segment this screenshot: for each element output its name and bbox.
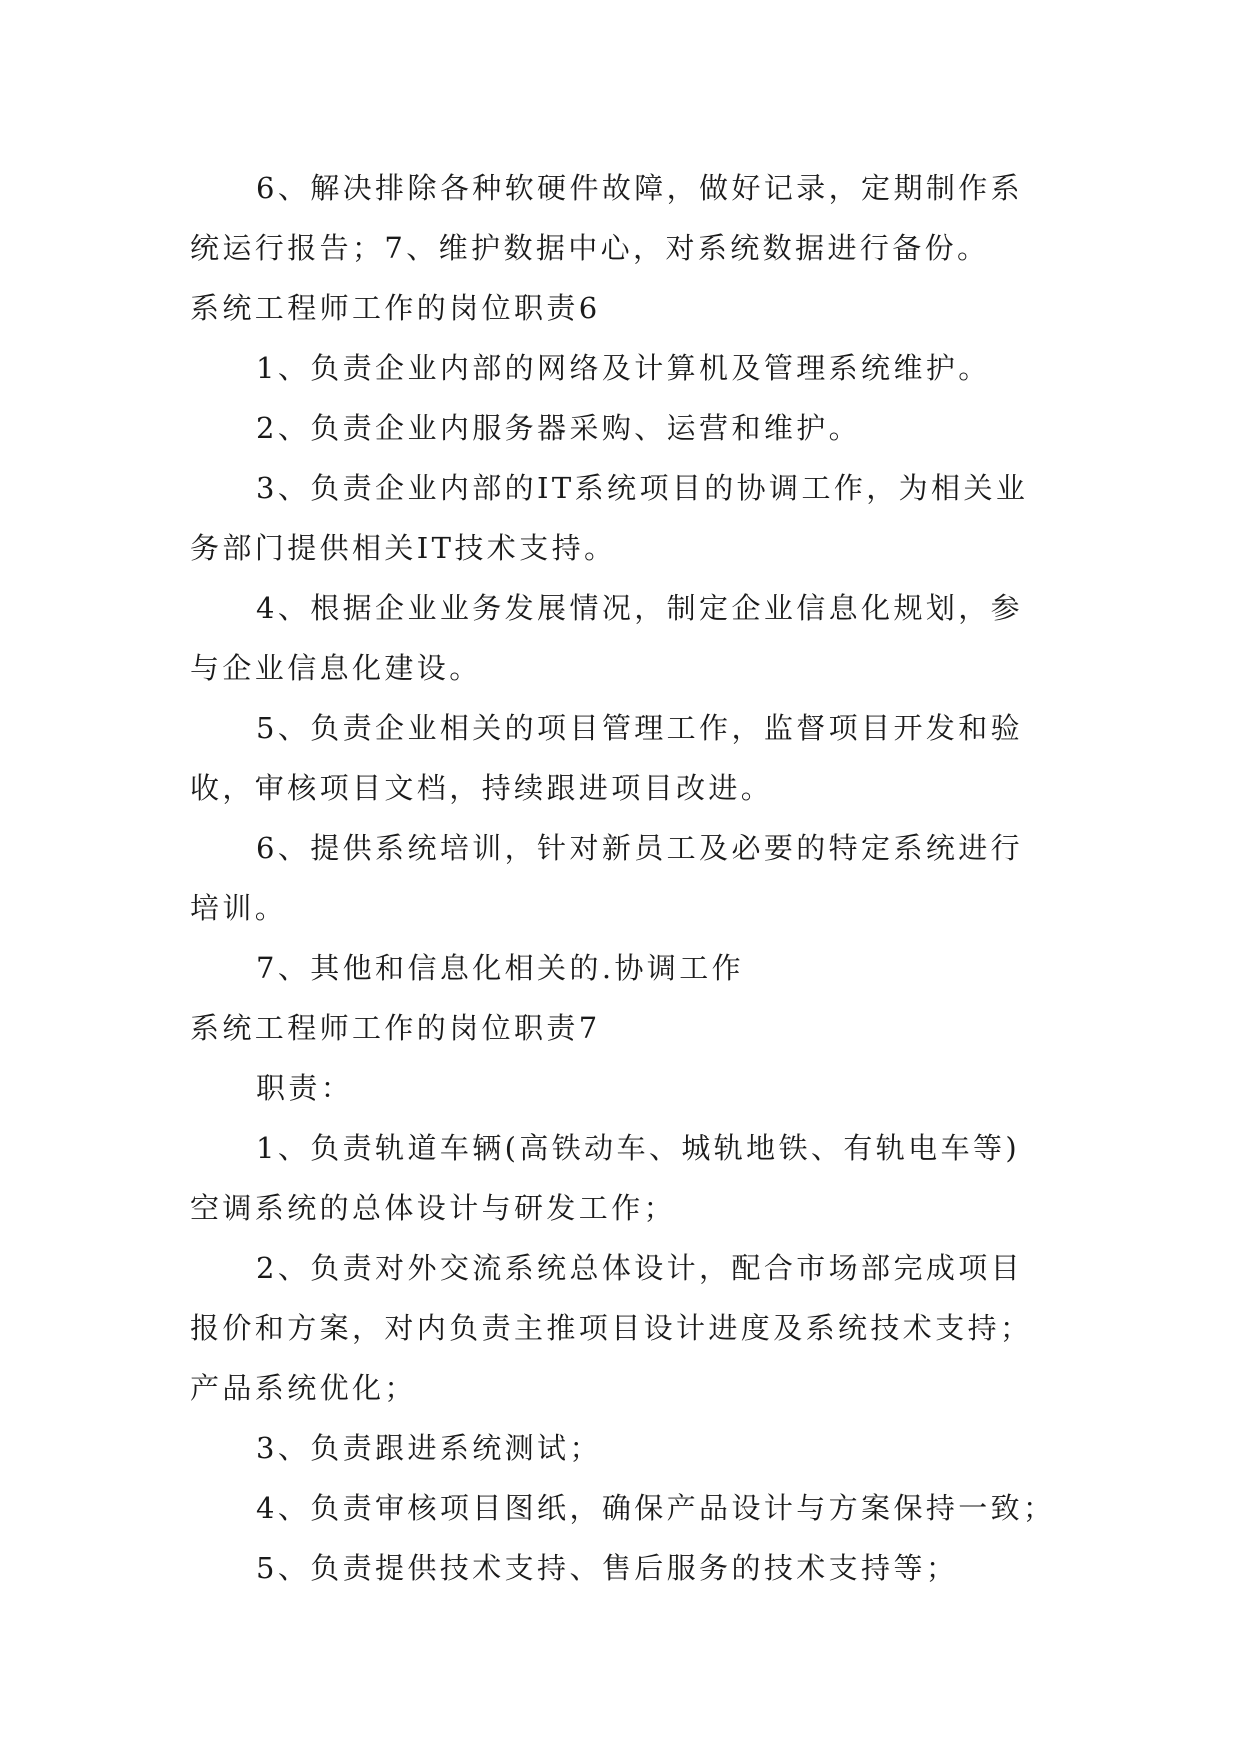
heading-text: 系统工程师工作的岗位职责7	[190, 1011, 601, 1045]
text-line: 3、负责企业内部的IT系统项目的协调工作，为相关业	[256, 471, 1029, 505]
section-heading-6	[190, 278, 1070, 338]
text-line: 5、负责企业相关的项目管理工作，监督项目开发和验	[256, 711, 1024, 745]
document-body	[190, 158, 1070, 1598]
paragraph-duties-label	[190, 1058, 1070, 1118]
text-line: 职责：	[256, 1071, 354, 1105]
text-line: 7、其他和信息化相关的.协调工作	[256, 951, 745, 985]
text-line: 6、解决排除各种软硬件故障，做好记录，定期制作系	[256, 171, 1024, 205]
paragraph-item-6-fault	[190, 158, 1070, 278]
text-line: 1、负责轨道车辆(高铁动车、城轨地铁、有轨电车等)	[256, 1131, 1021, 1165]
text-line: 产品系统优化；	[190, 1371, 417, 1405]
section-heading-7	[190, 998, 1070, 1058]
text-line: 与企业信息化建设。	[190, 651, 482, 685]
text-line: 1、负责企业内部的网络及计算机及管理系统维护。	[256, 351, 991, 385]
text-line: 2、负责企业内服务器采购、运营和维护。	[256, 411, 862, 445]
text-line: 3、负责跟进系统测试；	[256, 1431, 602, 1465]
text-line: 培训。	[190, 891, 288, 925]
paragraph-item-1-hvac-design	[190, 1118, 1070, 1238]
paragraph-item-7-other	[190, 938, 1070, 998]
heading-text: 系统工程师工作的岗位职责6	[190, 291, 601, 325]
text-line: 空调系统的总体设计与研发工作；	[190, 1191, 677, 1225]
text-line: 2、负责对外交流系统总体设计，配合市场部完成项目	[256, 1251, 1024, 1285]
text-line: 6、提供系统培训，针对新员工及必要的特定系统进行	[256, 831, 1024, 865]
paragraph-item-1-network	[190, 338, 1070, 398]
paragraph-item-3-it-coordination	[190, 458, 1070, 578]
paragraph-item-3-testing	[190, 1418, 1070, 1478]
paragraph-item-2-server	[190, 398, 1070, 458]
paragraph-item-5-project-management	[190, 698, 1070, 818]
text-line: 5、负责提供技术支持、售后服务的技术支持等；	[256, 1551, 959, 1585]
text-line: 报价和方案，对内负责主推项目设计进度及系统技术支持；	[190, 1311, 1033, 1345]
paragraph-item-5-tech-support	[190, 1538, 1070, 1598]
paragraph-item-4-drawing-review	[190, 1478, 1070, 1538]
text-line: 务部门提供相关IT技术支持。	[190, 531, 617, 565]
paragraph-item-4-planning	[190, 578, 1070, 698]
text-line: 4、根据企业业务发展情况，制定企业信息化规划，参	[256, 591, 1024, 625]
paragraph-item-2-external-design	[190, 1238, 1070, 1418]
text-line: 收，审核项目文档，持续跟进项目改进。	[190, 771, 774, 805]
text-line: 4、负责审核项目图纸，确保产品设计与方案保持一致；	[256, 1491, 1056, 1525]
paragraph-item-6-training	[190, 818, 1070, 938]
text-line: 统运行报告；7、维护数据中心，对系统数据进行备份。	[190, 231, 990, 265]
